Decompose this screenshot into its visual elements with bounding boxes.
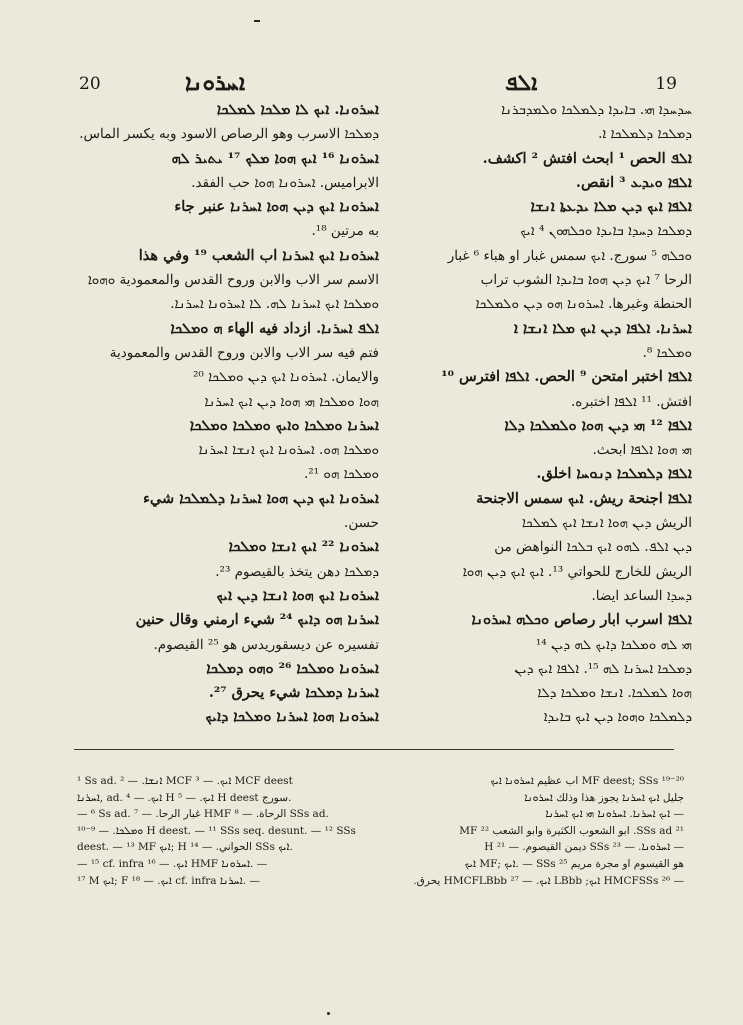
text-line: الحنطة وغبرها. ܐܚܪܘܢܐ ܗܘ ܕܝܢ ܘܠܡܠܟܐ (475, 296, 692, 313)
text-line: ܕܚܕܐ الساعد ايضا. (591, 587, 692, 604)
text-line: ܐܚܪܢܐ ܕܡܠܟܐ شيء يحرق ²⁷. (208, 684, 379, 702)
text-line: ܐܠܦܐ ܐܝܟ ܕܝܢ ܡܠܐ ܝܕܥܬܐ ܐܢܫܐ (530, 198, 692, 216)
footnotes-right (392, 773, 684, 889)
text-line: ܕܡܠܟܐ ܕܠܡܠܟܐ ܐ. (598, 126, 692, 143)
footnote-line: ܘܡܠܟܐ. — ⁹⁻¹⁰ H deest. — ¹¹ SSs seq. desunt. — ¹² SSs (77, 824, 356, 837)
text-line: ܐܠܦ الحص ¹ ابحث افتش ² اكشف. (482, 149, 692, 167)
text-line: ܐܚܪܢܐ ܗܘ ܕܐܝܟ ²⁴ شيء ارمني وقال حنين (135, 611, 379, 629)
footnote-line: — ܐܚܪܘܢܐ. — ²³ SSs ديمن القيصوم. — ²¹ H (484, 841, 684, 854)
print-mark-bottom (327, 1012, 330, 1015)
footnote-line: ¹⁹⁻²⁰ MF deest; SSs اب عظيم ܐܚܪܘܢܐ ܐܝܟ (490, 775, 684, 787)
text-line: ܕܝܢ ܐܠܦ. ܠܗܘ ܐܝܟ ܒܠܟܐ النواهض من (494, 539, 692, 556)
text-line: ܐܚܪܘܢܐ ¹⁶ ܐܝܟ ܗܘܐ ܡܠܟ ¹⁷ ܝܬܝܪ ܠܗ (171, 149, 379, 167)
text-line: تفسيره عن ديسقوريدس هو ²⁵ القيصوم. (153, 636, 379, 653)
footnote-rule (74, 749, 674, 750)
footnote-line: جليل ܐܝܟ ܐܚܪܢܐ يجوز هذا وذلك ܐܚܪܘܢܐ (524, 791, 684, 804)
left-text-column (77, 98, 379, 730)
text-line: ܘܡܠܟܐ ܐܝܟ ܐܚܪܢܐ ܠܗ. ܠܐ ܐܚܪܘܢܐ ܐܚܪܢܐ. (170, 296, 379, 313)
footnote-line: ܐܚܪܢܐ, ad. ܐܝܟ. — ⁴ H ܐܝܟ. — ⁵ H deest سورج. (77, 791, 292, 804)
text-line: ܘܟܠܗ ⁵ سورج. ܐܝܟ سمس غبار او هباء ⁶ غبار (447, 247, 692, 264)
text-line: ܗܝ ܗܘܐ ܐܠܦܐ ابحث. (592, 442, 692, 459)
footnote-line: ²¹ SSs ad. ابو الشعوب الكثيرة وابو الشعب ²² MF (459, 824, 684, 837)
text-line: ܗܝ ܠܗ ܘܡܠܟܐ ܕܐܝܟ ܠܗ ܕܝܢ ¹⁴ (535, 636, 692, 653)
running-title-left: ܐܚܪܘܢܐ (185, 70, 246, 96)
text-line: به مرتين ¹⁸. (311, 223, 379, 240)
text-line: ܐܚܪܢܐ. ܐܠܦܐ ܕܝܢ ܐܝܟ ܡܠܐ ܐܢܫܐ ܐ (513, 319, 692, 337)
text-line: ܐܠܦܐ ܕܠܡܠܟܐ ܕܢܘܚܐ اخلق. (536, 465, 692, 483)
text-line: الرحا ⁷ ܐܝܟ ܕܝܢ ܗܘܐ ܒܐܝܕܐ الشوب تراب (480, 272, 692, 289)
footnote-line: — ²⁶ HMCFSSs ܐܝܟ; LBbb ܐܝܟ. — ²⁷ HMCFLBbb يحرق. (413, 874, 684, 887)
footnote-line: ¹ Ss ad. ܐܢܫܐ. — ² MCF ܐܝܟ. — ³ MCF deest (77, 775, 293, 787)
text-line: ܘܡܠܟܐ ⁸. (642, 344, 692, 361)
text-line: ܘܡܠܟܐ ܗܘ. ܐܚܪܘܢܐ ܐܝܟ ܐܢܫܐ ܐܚܪܢܐ (198, 442, 379, 459)
text-line: ܐܚܪܘܢܐ. ܐܝܟ ܠܐ ܡܠܟܐ ܠܡܠܟܐ (216, 101, 379, 118)
text-line: ܕܡܠܟܐ الاسرب وهو الرصاص الاسود وبه يكسر الماس. (79, 126, 379, 143)
text-line: حسن. (344, 515, 379, 532)
footnote-line: ¹⁷ M ܐܝܟ; F ܐܝܟ. — ¹⁸ cf. infra ܐܚܪܢܐ. — (77, 874, 260, 887)
text-line: ܐܚܪܘܢܐ ܐܝܟ ܕܝܢ ܗܘܐ ܐܚܪܢܐ عنبر جاء (174, 198, 379, 216)
text-line: ܕܠܡܠܟܐ ܘܗܘܐ ܕܝܢ ܐܝܟ ܒܐܝܕܐ (543, 709, 692, 726)
text-line: افتش. ¹¹ ܐܠܦܐ اختبره. (570, 393, 692, 410)
text-line: ܐܚܪܘܢܐ ܐܝܟ ܗܘܐ ܐܢܫܐ ܕܝܢ ܐܝܟ (216, 586, 379, 604)
text-line: الاسم سر الاب والابن وروح القدس والمعمودية ܘܗܘܐ (87, 272, 379, 289)
text-line: ܘܡܠܟܐ ܗܘ ²¹. (303, 466, 379, 483)
footnote-line: deest. — ¹³ MF ܐܝܟ; H الحواني. — ¹⁴ SSs ܐܝܟ. (77, 841, 293, 854)
page-number-left: 20 (79, 74, 101, 94)
text-line: ܕܡܠܟܐ ܕܚܕܐ ܒܐܝܕܐ ܘܟܠܗܘܢ ⁴ ܐܝܟ (520, 223, 692, 240)
text-line: ܐܠܦܐ ¹² ܗܝ ܕܝܢ ܗܘܐ ܘܠܡܠܟܐ ܕܠܐ (504, 416, 692, 434)
text-line: ܐܚܪܘܢܐ ²² ܐܝܟ ܐܢܫܐ ܘܡܠܟܐ (228, 538, 379, 556)
text-line: ܐܚܪܘܢܐ ܘܡܠܟܐ ²⁶ ܘܗܘ ܕܡܠܟܐ (206, 659, 379, 677)
print-mark-top (254, 20, 260, 22)
text-line: والايمان. ܐܚܪܘܢܐ ܐܝܟ ܕܝܢ ܘܡܠܟܐ ²⁰ (193, 369, 379, 386)
footnote-line: — ¹⁵ cf. infra ܐܝܟ. — ¹⁶ HMF ܐܚܪܘܢܐ. — (77, 857, 268, 870)
text-line: فتم فيه سر الاب والابن وروح القدس والمعمودية (109, 344, 379, 361)
text-line: ܐܚܪܢܐ ܘܡܠܟܐ ܘܐܝܟ ܘܡܠܟܐ ܘܡܠܟܐ (189, 416, 379, 434)
footnote-line: هو القيسوم او مجرة مريم SSs ²⁵ — .ܐܝܟ ;MF ܐܝܟ (464, 857, 684, 870)
running-title-right: ܐܠܦ (505, 70, 538, 96)
text-line: ܐܠܦܐ اختبر امتحن ⁹ الحص. ܐܠܦܐ افترس ¹⁰ (441, 368, 692, 386)
text-line: ܕܡܠܟܐ دهن يتخذ بالقيصوم ²³. (215, 563, 379, 580)
text-line: الابراميس. ܐܚܪܘܢܐ ܗܘܐ حب الفقد. (191, 174, 379, 191)
text-line: ܗܘܐ ܘܡܠܟܐ ܗܝ ܗܘܐ ܕܝܢ ܐܝܟ ܐܚܪܢܐ (204, 393, 379, 410)
text-line: ܐܠܦܐ اسرب ابار رصاص ܘܟܠܗ ܐܚܪܘܢܐ (471, 611, 692, 629)
text-line: ܗܘܐ ܠܡܠܟܐ. ܐܢܫܐ ܘܡܠܟܐ ܕܠܐ (537, 685, 692, 702)
text-line: ܐܚܪܘܢܐ ܐܝܟ ܕܝܢ ܗܘܐ ܐܚܪܢܐ ܕܠܡܠܟܐ شيء (143, 489, 379, 507)
text-line: ܕܡܠܟܐ ܐܚܪܢܐ ܠܗ ¹⁵. ܐܠܦܐ ܐܝܟ ܕܝܢ (514, 660, 692, 677)
text-line: الريش ܕܝܢ ܗܘܐ ܐܢܫܐ ܐܝܟ ܠܡܠܟܐ (521, 515, 692, 532)
text-line: ܐܠܦ ܐܚܪܢܐ. ازداد فيه الهاء ܗ ܘܡܠܟܐ (170, 319, 379, 337)
text-line: ܐܠܦܐ اجنحة ريش. ܐܝܟ سمس الاجنحة (476, 489, 692, 507)
page-number-right: 19 (655, 74, 677, 94)
right-text-column (390, 98, 692, 730)
text-line: الريش للخارج للحواتي ¹³. ܐܝܟ ܐܝܟ ܕܝܢ ܗܘܐ (462, 563, 692, 580)
text-line: ܐܚܪܘܢܐ ܗܘܐ ܐܚܪܢܐ ܘܡܠܟܐ ܕܐܝܟ (205, 708, 379, 726)
text-line: ܐܠܦܐ ܘܝܕܥ ³ انقص. (575, 173, 692, 191)
footnote-line: — ⁶ Ss ad. غبار الرحا. — ⁷ HMF الرحاة. — ⁸ SSs ad. (77, 808, 329, 821)
footnotes-left (77, 773, 375, 889)
text-line: ܐܚܪܘܢܐ ܐܝܟ ܐܚܪܢܐ اب الشعب ¹⁹ وفي هذا (138, 246, 379, 264)
text-line: ܚܕܚܕܐ ܗܝ. ܒܐܝܕܐ ܕܠܡܠܟܐ ܘܠܡܕܒܪܢܐ (501, 102, 692, 118)
footnote-line: — ܐܝܟ ܐܚܪܢܐ. ܐܚܪܘܢܐ ܗܝ ܐܝܟ ܐܚܪܢܐ (545, 808, 684, 821)
